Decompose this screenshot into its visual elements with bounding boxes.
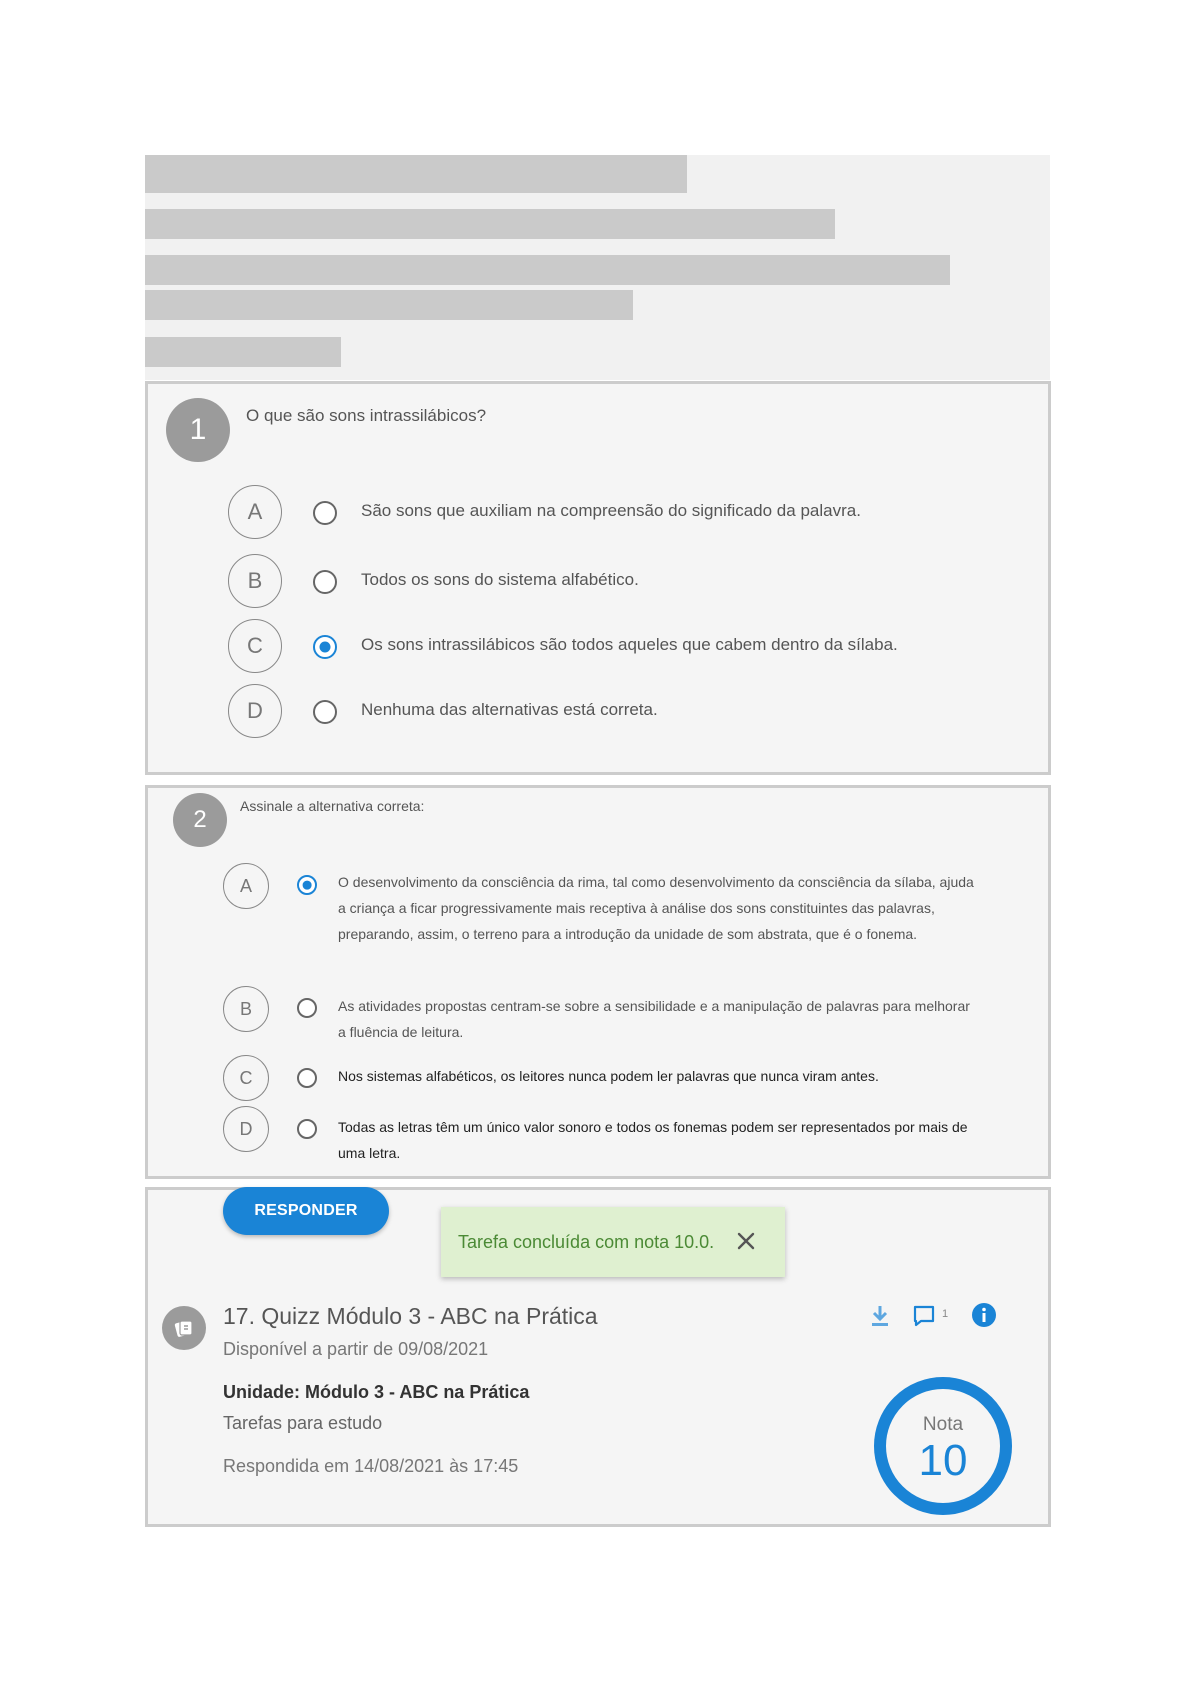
redacted-header bbox=[145, 155, 1050, 380]
option-letter-b[interactable]: B bbox=[228, 554, 282, 608]
task-type-icon bbox=[162, 1306, 206, 1350]
option-letter-d[interactable]: D bbox=[228, 684, 282, 738]
grade-ring bbox=[873, 1376, 1013, 1516]
option-radio-b[interactable] bbox=[297, 998, 317, 1018]
option-radio-d[interactable] bbox=[313, 700, 337, 724]
grade-label: Nota bbox=[922, 1414, 964, 1435]
close-icon[interactable] bbox=[733, 1228, 759, 1254]
option-letter-c[interactable]: C bbox=[228, 619, 282, 673]
respond-button[interactable]: RESPONDER bbox=[223, 1187, 389, 1235]
redacted-line-4 bbox=[145, 290, 633, 320]
task-result-card bbox=[145, 1187, 1051, 1527]
question-number: 2 bbox=[173, 793, 227, 847]
option-radio-c[interactable] bbox=[297, 1068, 317, 1088]
option-text-c[interactable]: Os sons intrassilábicos são todos aqueles que cabem dentro da sílaba. bbox=[361, 635, 898, 654]
task-answered-date: Respondida em 14/08/2021 às 17:45 bbox=[223, 1456, 519, 1476]
option-radio-a[interactable] bbox=[313, 501, 337, 525]
question-text: O que são sons intrassilábicos? bbox=[246, 406, 487, 425]
redacted-line-5 bbox=[145, 337, 341, 367]
option-text-d[interactable]: Todas as letras têm um único valor sonoro e todos os fonemas podem ser representados por mais de uma letra. bbox=[338, 1119, 968, 1161]
option-text-b[interactable]: Todos os sons do sistema alfabético. bbox=[361, 570, 639, 589]
redacted-line-2 bbox=[145, 209, 835, 239]
task-title[interactable]: 17. Quizz Módulo 3 - ABC na Prática bbox=[223, 1303, 598, 1329]
option-text-b[interactable]: As atividades propostas centram-se sobre a sensibilidade e a manipulação de palavras para melhorar a fluência de leitura. bbox=[338, 998, 970, 1040]
option-radio-d[interactable] bbox=[297, 1119, 317, 1139]
option-letter-b[interactable]: B bbox=[223, 986, 269, 1032]
comment-icon[interactable] bbox=[912, 1304, 936, 1328]
question-text: Assinale a alternativa correta: bbox=[240, 798, 425, 814]
task-type: Tarefas para estudo bbox=[223, 1413, 383, 1433]
option-radio-c[interactable] bbox=[313, 635, 337, 659]
comment-count: 1 bbox=[942, 1308, 949, 1320]
toast-message: Tarefa concluída com nota 10.0. bbox=[458, 1231, 715, 1252]
option-text-a[interactable]: São sons que auxiliam na compreensão do significado da palavra. bbox=[361, 501, 861, 520]
task-available-date: Disponível a partir de 09/08/2021 bbox=[223, 1339, 489, 1359]
redacted-line-1 bbox=[145, 155, 687, 193]
option-letter-a[interactable]: A bbox=[223, 863, 269, 909]
option-radio-a[interactable] bbox=[297, 875, 317, 895]
option-letter-d[interactable]: D bbox=[223, 1106, 269, 1152]
task-unit: Unidade: Módulo 3 - ABC na Prática bbox=[223, 1382, 530, 1402]
option-text-c[interactable]: Nos sistemas alfabéticos, os leitores nunca podem ler palavras que nunca viram antes. bbox=[338, 1068, 879, 1084]
option-text-a[interactable]: O desenvolvimento da consciência da rima, tal como desenvolvimento da consciência da sílaba, ajuda a criança a ficar progressivamente mais receptiva à análise dos sons constituintes das palavras, preparando, assim, o terreno para a introdução da unidade de som abstrata, que é o fonema. bbox=[338, 874, 974, 942]
question-card-2 bbox=[145, 785, 1051, 1179]
option-letter-c[interactable]: C bbox=[223, 1055, 269, 1101]
info-icon[interactable] bbox=[971, 1302, 997, 1328]
redacted-line-3 bbox=[145, 255, 950, 285]
option-radio-b[interactable] bbox=[313, 570, 337, 594]
question-number: 1 bbox=[166, 398, 230, 462]
grade-value: 10 bbox=[918, 1436, 968, 1485]
download-icon[interactable] bbox=[868, 1303, 892, 1329]
option-letter-a[interactable]: A bbox=[228, 485, 282, 539]
quiz-cards-icon bbox=[172, 1316, 196, 1340]
question-card-1 bbox=[145, 381, 1051, 775]
success-toast bbox=[441, 1207, 785, 1277]
option-text-d[interactable]: Nenhuma das alternativas está correta. bbox=[361, 700, 658, 719]
